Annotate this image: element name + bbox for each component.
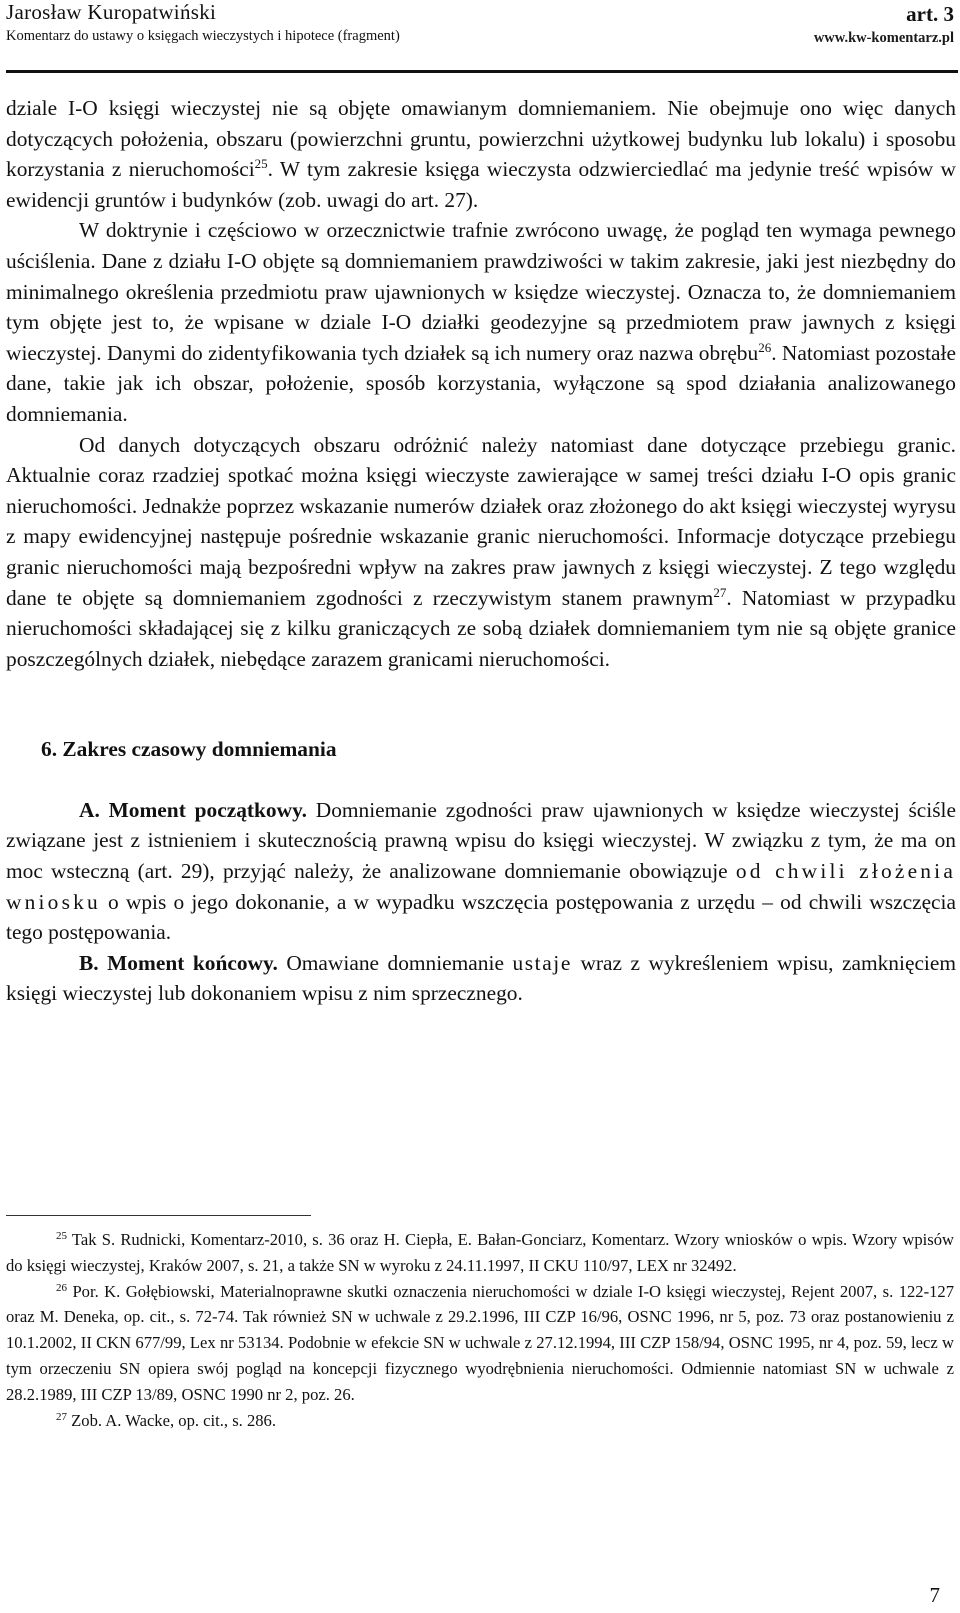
paragraph-text: dziale I-O księgi wieczystej nie są objęte omawianym domniemaniem. Nie obejmuje ono więc danych dotyczących położenia, obszaru (powierzchni gruntu, powierzchni użytkowej budynku lub lokalu) i sposobu korzystania z nieruchomości: [6, 96, 956, 182]
paragraph-moment-a: [6, 795, 956, 948]
footnote-ref-27[interactable]: 27: [713, 584, 727, 600]
footnote-number: 25: [56, 1230, 67, 1242]
spaced-emphasis: ustaje: [512, 950, 572, 975]
footnote-text: Zob. A. Wacke, op. cit., s. 286.: [71, 1410, 276, 1430]
footnote-separator: [6, 1215, 311, 1216]
footnotes: [6, 1227, 954, 1433]
footnote-text: Por. K. Gołębiowski, Materialnoprawne skutki oznaczenia nieruchomości w dziale I-O księgi wieczystej, Rejent 2007, s. 122-127 oraz M. Deneka, op. cit., s. 72-74. Tak również SN w uchwale z 29.2.1996, III CZP 16/96, OSNC 1996, nr 5, poz. 73 oraz postanowieniu z 10.1.2002, II CKN 677/99, Lex nr 53134. Podobnie w efekcie SN w uchwale z 27.12.1994, III CZP 158/94, OSNC 1995, nr 4, poz. 59, lecz w tym orzeczeniu SN opiera swój pogląd na koncepcji fizycznego wyodrębnienia nieruchomości. Odmiennie natomiast SN w uchwale z 28.2.1989, III CZP 13/89, OSNC 1990 nr 2, poz. 26.: [6, 1281, 954, 1404]
subheading-b: B. Moment końcowy.: [79, 950, 278, 975]
paragraph-2: [6, 215, 956, 429]
paragraph-3: [6, 430, 956, 675]
section-heading: 6. Zakres czasowy domniemania: [41, 737, 337, 762]
paragraph-text: Domniemanie zgodności praw ujawnionych w księdze wieczystej ściśle związane jest z istnieniem i skutecznością prawną wpisu do księgi wieczystej. W związku z tym, że ma on moc wsteczną (art. 29), przyjąć należy, że analizowane domniemanie obowiązuje: [6, 797, 956, 884]
header-rule: [6, 70, 958, 73]
paragraph-text: wraz z wykreśleniem wpisu, zamknięciem księgi wieczystej lub dokonaniem wpisu z nim sprzecznego.: [6, 950, 957, 1006]
footnote-25: [6, 1227, 954, 1279]
footnote-text: Tak S. Rudnicki, Komentarz-2010, s. 36 oraz H. Ciepła, E. Bałan-Gonciarz, Komentarz. Wzory wniosków o wpis. Wzory wpisów do księgi wieczystej, Kraków 2007, s. 21, a także SN w wyroku z 24.11.1997, II CKU 110/97, LEX nr 32492.: [6, 1230, 954, 1275]
footnote-ref-26[interactable]: 26: [758, 339, 772, 355]
footnote-number: 26: [56, 1281, 67, 1294]
spacer: [6, 765, 956, 795]
page-header: [6, 0, 954, 76]
page-number: 7: [929, 1583, 940, 1607]
subheading-a: A. Moment początkowy.: [79, 797, 307, 822]
header-book-title: Komentarz do ustawy o księgach wieczystych i hipotece (fragment): [6, 28, 400, 44]
header-article: art. 3: [906, 2, 954, 26]
paragraph-text: Od danych dotyczących obszaru odróżnić należy natomiast dane dotyczące przebiegu granic. Aktualnie coraz rzadziej spotkać można księgi wieczyste zawierające w samej treści działu I-O opis granic nieruchomości. Jednakże poprzez wskazanie numerów działek oraz złożonego do akt księgi wieczystej wyrysu z mapy ewidencyjnej następuje pośrednie wskazanie granic nieruchomości. Informacje dotyczące przebiegu granic nieruchomości mają bezpośredni wpływ na zakres praw jawnych z księgi wieczystej. Z tego względu dane te objęte są domniemaniem zgodności z rzeczywistym stanem prawnym: [6, 432, 956, 610]
paragraph-text: . W tym zakresie księga wieczysta odzwierciedlać ma jedynie treść wpisów w ewidencji gruntów i budynków (zob. uwagi do art. 27).: [6, 157, 957, 212]
header-url-link[interactable]: www.kw-komentarz.pl: [813, 30, 954, 46]
footnote-number: 27: [56, 1410, 67, 1423]
paragraph-1: [6, 93, 956, 215]
paragraph-text: W doktrynie i częściowo w orzecznictwie trafnie zwrócono uwagę, że pogląd ten wymaga pewnego uściślenia. Dane z działu I-O objęte są domniemaniem prawdziwości w takim zakresie, jaki jest niezbędny do minimalnego określenia przedmiotu praw ujawnionych w księdze wieczystej. Oznacza to, że domniemaniem tym objęte jest to, że wpisane w dziale I-O działki geodezyjne są przedmiotem praw jawnych z księgi wieczystej. Danymi do zidentyfikowania tych działek są ich numery oraz nazwa obrębu: [6, 218, 956, 365]
spaced-emphasis: od chwili złożenia wniosku: [6, 859, 957, 914]
footnote-ref-25[interactable]: 25: [254, 156, 268, 172]
header-author: Jarosław Kuropatwiński: [6, 0, 217, 24]
paragraph-text: . Natomiast w przypadku nieruchomości składającej się z kilku graniczących ze sobą działek domniemaniem tym nie są objęte granice poszczególnych działek, niebędące zarazem granicami nieruchomości.: [6, 585, 956, 671]
paragraph-text: Omawiane domniemanie: [277, 950, 513, 975]
paragraph-text: . Natomiast pozostałe dane, takie jak ich obszar, położenie, sposób korzystania, wyłączone są spod działania analizowanego domniemania.: [6, 340, 956, 426]
footnote-26: [6, 1279, 954, 1408]
body-text: [6, 93, 956, 1009]
footnote-27: [6, 1408, 954, 1434]
paragraph-moment-b: [6, 948, 956, 1009]
paragraph-text: o wpis o jego dokonanie, a w wypadku wszczęcia postępowania z urzędu – od chwili wszczęcia tego postępowania.: [6, 889, 956, 945]
